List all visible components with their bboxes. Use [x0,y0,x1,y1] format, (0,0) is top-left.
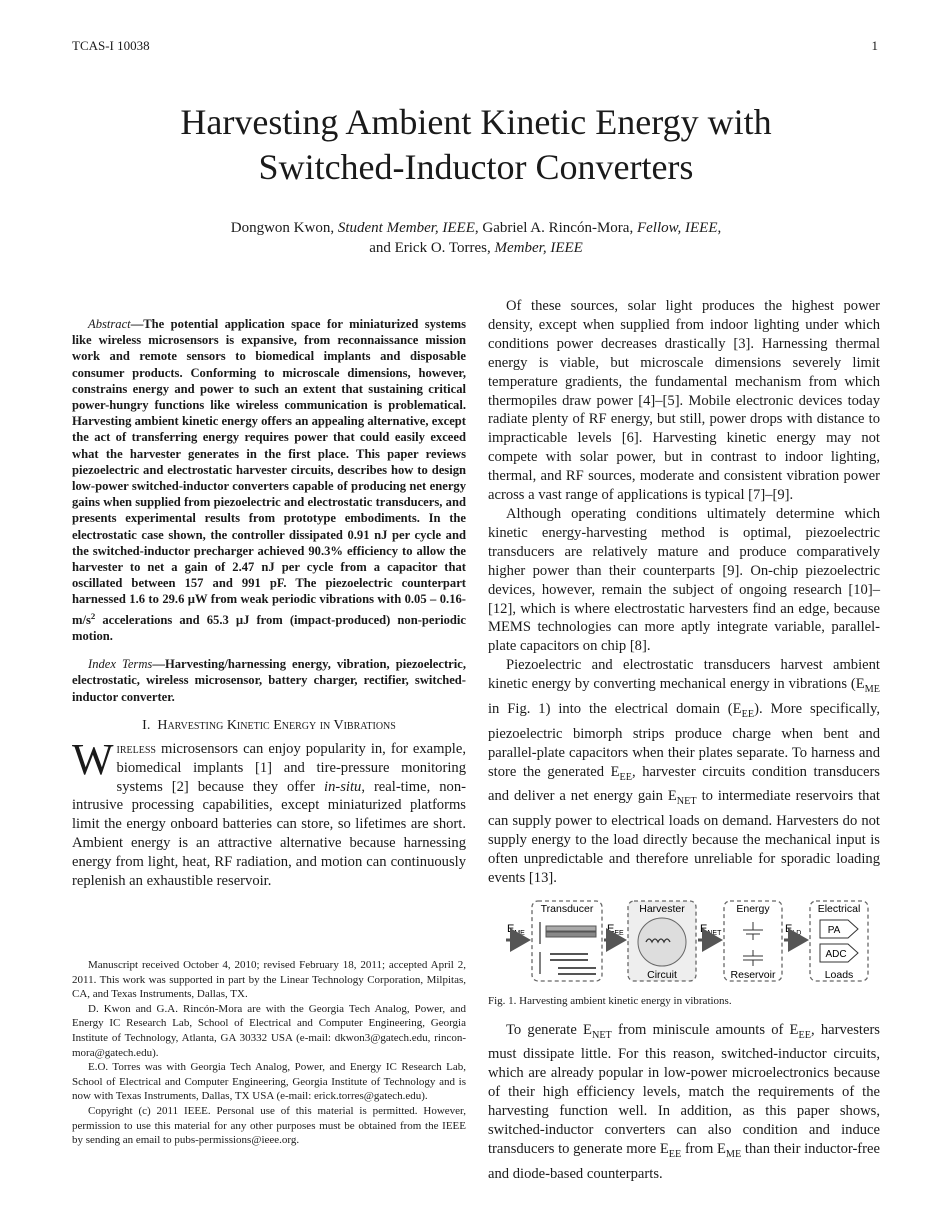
paragraph [488,1021,880,1184]
intro-paragraph [72,734,466,891]
index-terms-text: —Harvesting/harnessing energy, vibration, piezoelectric, electrostatic, wireless microsensor, battery charger, rectifier, switched-inductor converter. [72,657,466,704]
title-line-1: Harvesting Ambient Kinetic Energy with [180,102,772,142]
right-column [488,297,880,1184]
label-e-ee: $E_{EE}$ [607,922,624,937]
footnotes [72,958,466,1148]
paper-title [0,100,952,190]
circuit-label: Circuit [647,968,677,981]
abstract-superscript: 2 [90,610,96,621]
index-terms [72,656,466,705]
harvester-circuit-icon [638,918,686,966]
intro-italic: in-situ [324,778,362,795]
loads-label: Loads [824,968,854,981]
author-separator: , [717,220,722,236]
footnote: E.O. Torres was with Georgia Tech Analog, Power, and Energy IC Research Lab, School of Electrical and Computer Engineering, Georgia Institute of Technology and is now with Texas Instruments, Dallas, TX USA (e-mail: erick.torres@gatech.edu). [72,1061,466,1103]
label-e-net: $E_{NET}$ [700,922,722,937]
label-e-me: $E_{ME}$ [507,922,525,937]
subscript: EE [741,708,755,720]
page-number: 1 [871,38,878,53]
text-run: , harvester circuits condition transducers and deliver a net energy gain E [488,763,880,805]
electrical-label: Electrical [817,902,861,915]
energy-label: Energy [736,902,770,915]
abstract [72,316,466,644]
author-line-1 [0,218,952,238]
harvester-label: Harvester [639,902,685,915]
reservoir-label: Reservoir [730,968,776,981]
text-run: ). More specifically, piezoelectric bimorph strips produce charge when bent and parallel-plate capacitors when their plates separate. To harness and store the generated E [488,700,880,780]
section-heading [72,717,466,736]
text-run: , harvesters must dissipate little. For this reason, switched-inductor circuits, which are already popular in low-power microelectronics because of their high efficiency levels, match the requirements of the harvesting function well. In addition, as this paper shows, switched-inductor converters can also condition and induce transducers to generate more E [488,1021,880,1157]
text-run: from E [681,1140,726,1157]
text-run: in Fig. 1) into the electrical domain (E [488,700,742,717]
abstract-text-end: accelerations and 65.3 µJ from (impact-produced) non-periodic motion. [72,612,466,644]
intro-smallcaps: ireless [116,740,156,757]
figure-1 [488,898,880,1011]
text-run: to intermediate reservoirs that can supply power to electrical loads on demand. Harvesters do not supply energy to the load directly because the mechanical input is often unpredictable and therefore unreliable for sporadic loading events [13]. [488,788,880,886]
paragraph: Of these sources, solar light produces the highest power density, except when supplied from indoor lighting under which conditions power decreases drastically [3]. Harnessing thermal energy is viable, but microscale dimensions severely limit temperature gradients, the fundamental mechanism from which thermopiles draw power [4]–[5]. Mobile electronic devices today radiate plenty of RF energy, but still, power drops with distance to impracticable levels [6]. Harvesting kinetic energy may not compete with solar power, but in contrast to indoor lighting, thermal, and RF sources, moderate and consistent vibration power across a vast range of applications is typical [7]–[9]. [488,298,880,504]
index-terms-label: Index Terms [88,657,153,672]
text-run: than their inductor-free and diode-based counterparts. [488,1140,880,1182]
author-role: Member, IEEE [494,240,583,256]
author-role: Fellow, IEEE [636,220,718,236]
left-column [72,316,466,891]
text-run: from miniscule amounts of E [611,1021,799,1038]
footnote: Copyright (c) 2011 IEEE. Personal use of this material is permitted. However, permission to use this material for any other purposes must be obtained from the IEEE by sending an email to pubs-permissions@ieee.org. [72,1104,466,1147]
footnote: D. Kwon and G.A. Rincón-Mora are with the Georgia Tech Analog, Power, and Energy IC Research Lab, School of Electrical and Computer Engineering, Georgia Institute of Technology, Atlanta, GA 30332 USA (e-mail: dkwon3@gatech.edu, rincon-mora@gatech.edu). [72,1002,466,1059]
paragraph: Although operating conditions ultimately determine which kinetic energy-harvesting method is optimal, piezoelectric transducers are relatively mature and produce comparatively higher power than their counterparts [9]. On-chip piezoelectric devices, however, remain the subject of ongoing research [10]–[12], which is where electrostatic harvesters find an edge, because MEMS technologies can more aptly integrate variable, parallel-plate capacitors on chip [8]. [488,505,880,655]
subscript: NET [591,1029,612,1041]
paragraph [488,656,880,888]
section-title: Harvesting Kinetic Energy in Vibrations [157,717,396,733]
text-run: Piezoelectric and electrostatic transducers harvest ambient kinetic energy by converting mechanical energy in vibrations (E [488,657,880,693]
abstract-label: Abstract [88,317,131,331]
subscript: EE [668,1148,682,1160]
transducer-label: Transducer [540,902,594,915]
author-role: Student Member, IEEE [337,220,475,236]
author-name: Dongwon Kwon, [230,220,338,236]
section-number: I. [142,717,151,733]
title-line-2: Switched-Inductor Converters [258,147,694,187]
subscript: ME [725,1148,742,1160]
intro-text: microsensors can enjoy popularity in, for example, biomedical implants [1] and tire-pressure monitoring systems [2] because they offer [116,740,466,795]
subscript: NET [676,796,697,808]
author-line-2 [0,238,952,258]
adc-label: ADC [825,948,847,960]
abstract-text: —The potential application space for miniaturized systems like wireless microsensors is expansive, from reconnaissance mission work and remote sensors to biomedical implants and disposable consumer products. Conforming to microscale dimensions, however, constrains energy and power to such an extent that sustaining critical power-hungry functions like wireless communication is problematical. Harvesting ambient kinetic energy offers an appealing alternative, except the act of transferring energy requires power that could easily exceed what the harvester generates in the first place. This paper reviews piezoelectric and electrostatic harvester circuits, describes how to design low-power switched-inductor converters capable of producing net energy gains when supplied from piezoelectric and electrostatic transducers, and presents experimental results from prototype embodiments. In the electrostatic case shown, the controller dissipated 0.91 nJ per cycle and the switched-inductor precharger achieved 90.3% efficiency to allow the harvester to net a gain of 2.47 nJ per cycle from a capacitor that oscillated between 157 and 991 pF. The piezoelectric counterpart harnessed 1.6 to 29.6 µW from weak periodic vibrations with 0.05 – 0.16-m/s [72,317,466,627]
pa-label: PA [827,924,841,936]
author-name: , Gabriel A. Rincón-Mora, [474,220,637,236]
footnote: Manuscript received October 4, 2010; revised February 18, 2011; accepted April 2, 2011. This work was supported in part by the Linear Technology Corporation, Milpitas, CA, and Texas Instruments, Dallas, TX. [72,959,466,1001]
author-list [0,218,952,258]
drop-cap: W [72,734,114,784]
text-run: To generate E [506,1021,592,1038]
author-name: and Erick O. Torres, [369,240,495,256]
subscript: EE [798,1029,811,1041]
running-header: TCAS-I 10038 [72,38,150,53]
label-e-ld: $E_{LD}$ [785,922,802,937]
subscript: ME [864,684,880,696]
intro-text-end: , real-time, non-intrusive processing capabilities, except miniaturized platforms limit the energy onboard batteries can store, so lifetimes are short. Ambient energy is an attractive alternative because harnessing energy from light, heat, RF radiation, and motion can continuously replenish an exhaustible reservoir. [72,778,466,890]
figure-caption: Fig. 1. Harvesting ambient kinetic energy in vibrations. [488,994,732,1007]
harvester-block-diagram [488,898,880,984]
subscript: EE [619,771,633,783]
